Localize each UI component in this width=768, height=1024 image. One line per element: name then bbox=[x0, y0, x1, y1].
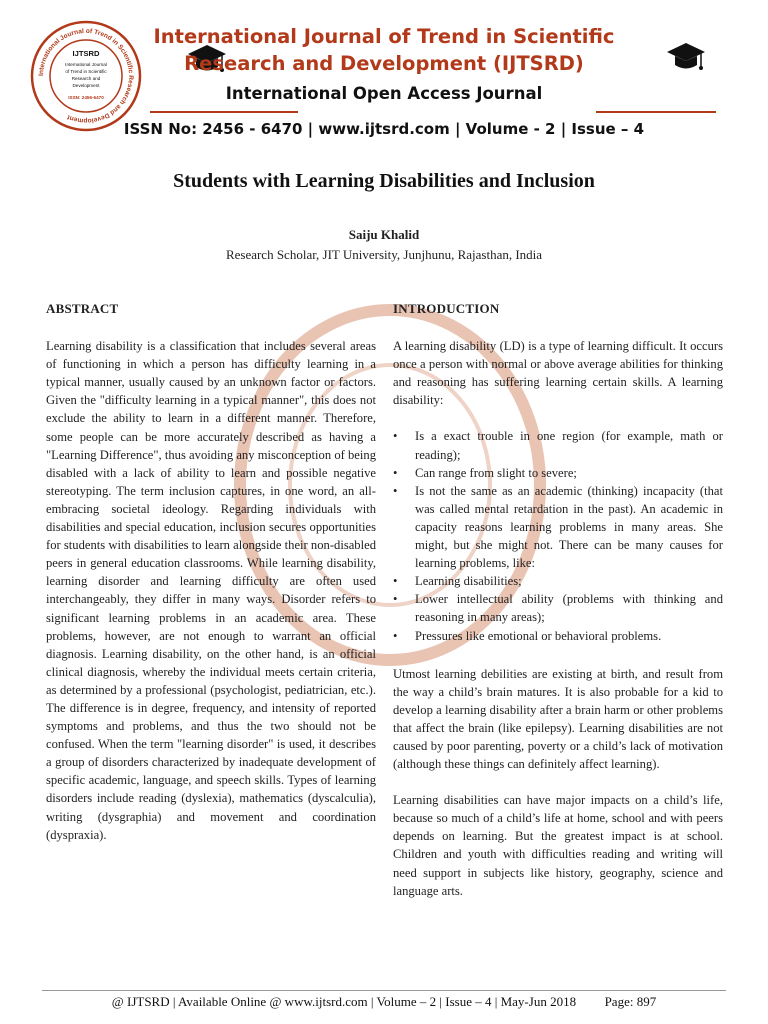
list-item bbox=[393, 572, 723, 590]
bullet-icon: • bbox=[393, 628, 398, 643]
journal-subtitle: International Open Access Journal bbox=[225, 84, 543, 103]
list-item-text: Pressures like emotional or behavioral problems. bbox=[415, 628, 662, 643]
header-rule-left bbox=[150, 111, 298, 113]
author-name: Saiju Khalid bbox=[348, 227, 420, 242]
seal-abbr: IJTSRD bbox=[72, 49, 100, 58]
abstract-heading: ABSTRACT bbox=[46, 301, 119, 316]
seal-inner-line4: Development bbox=[72, 83, 100, 88]
list-item bbox=[393, 627, 723, 645]
list-item-text: Is a exact trouble in one region (for example, math or reading); bbox=[415, 429, 723, 462]
list-item-text: Can range from slight to severe; bbox=[415, 465, 577, 480]
seal-issn: ISSN: 2456-6470 bbox=[68, 95, 104, 100]
seal-inner-line3: Research and bbox=[71, 76, 101, 81]
bullet-icon: • bbox=[393, 465, 398, 480]
bullet-icon: • bbox=[393, 574, 398, 589]
list-item-text: Is not the same as an academic (thinking) incapacity (that was called mental retardation in the past). An academic in capacity reasons learning problems in many areas. She might, but she might not. There can be many causes for learning problems, like: bbox=[415, 483, 723, 571]
bullet-icon: • bbox=[393, 429, 398, 444]
page-footer bbox=[42, 994, 726, 1010]
paper-title: Students with Learning Disabilities and Inclusion bbox=[173, 170, 595, 192]
footer-text: @ IJTSRD | Available Online @ www.ijtsrd.com | Volume – 2 | Issue – 4 | May-Jun 2018 bbox=[111, 994, 577, 1009]
footer-rule bbox=[42, 990, 726, 991]
introduction-paragraph-2: Utmost learning debilities are existing at birth, and result from the way a child’s brain matures. It is also probable for a kid to develop a learning disability after a brain harm or other problems that affect the brain (like epilepsy). Learning disabilities are not caused by poor parenting, poverty or a child’s lack of motivation (although these things can definitely affect learning). bbox=[393, 666, 723, 772]
seal-inner-line2: of Trend in Scientific bbox=[65, 69, 107, 74]
list-item bbox=[393, 464, 723, 482]
introduction-heading: INTRODUCTION bbox=[393, 301, 500, 316]
list-item-text: Learning disabilities; bbox=[415, 574, 522, 589]
header-rule-right bbox=[596, 111, 716, 113]
abstract-text: Learning disability is a classification that includes several areas of functioning in which a person has difficulty learning in a typical manner, usually caused by an unknown factor or factors. Given the "difficulty learning in a typical manner", this does not exclude the ability to learn in a different manner. Therefore, some people can be more accurately described as having a "Learning Difference", thus avoiding any misconception of being disabled with a lack of ability to learn and possible negative stereotyping. The term inclusion captures, in one word, an all-embracing societal ideology. Regarding individuals with disabilities and special education, inclusion secures opportunities for students with disabilities to learn alongside their non-disabled peers in general education classrooms. While learning disability, learning disorder and learning difficulty are often used interchangeably, they differ in many ways. Disorder refers to significant learning problems in an academic area. These problems, however, are not enough to warrant an official diagnosis. Learning disability, on the other hand, is an official clinical diagnosis, whereby the individual meets certain criteria, as determined by a professional (psychologist, pediatrician, etc.). The difference is in degree, frequency, and intensity of reported symptoms and problems, and thus the two should not be confused. When the term "learning disorder" is used, it describes a group of disorders characterized by inadequate development of specific academic, language, and speech skills. Types of learning disorders include reading (dyslexia), mathematics (dyscalculia), writing (dysgraphia) and movement and coordination (dyspraxia). bbox=[46, 339, 376, 842]
bullet-icon: • bbox=[393, 483, 398, 498]
introduction-bullet-list bbox=[393, 427, 723, 644]
journal-title-line1: International Journal of Trend in Scientific bbox=[153, 25, 615, 48]
seal-inner-line1: International Journal bbox=[65, 62, 107, 67]
seal-ring-text: International Journal of Trend in Scientific Research and Development bbox=[37, 27, 135, 125]
journal-header bbox=[0, 0, 768, 150]
list-item bbox=[393, 482, 723, 572]
journal-title-line2: Research and Development (IJTSRD) bbox=[184, 52, 584, 75]
abstract-column bbox=[46, 300, 376, 862]
introduction-intro: A learning disability (LD) is a type of learning difficult. It occurs once a person with normal or above average abilities for thinking and reasoning has suffering learning certain skills. A learning disability: bbox=[393, 339, 723, 408]
introduction-paragraph-3: Learning disabilities can have major impacts on a child’s life, because so much of a child’s life at home, school and with peers depends on learning. But the greatest impact is at school. Children and youth with difficulties reading and writing will need support in subjects like history, geography, science and language arts. bbox=[393, 793, 723, 898]
bullet-icon: • bbox=[393, 592, 398, 607]
list-item bbox=[393, 427, 723, 463]
page-number: Page: 897 bbox=[604, 994, 657, 1009]
author-affiliation: Research Scholar, JIT University, Junjhunu, Rajasthan, India bbox=[225, 247, 543, 262]
list-item bbox=[393, 590, 723, 626]
introduction-column bbox=[393, 300, 723, 918]
journal-issn-line: ISSN No: 2456 - 6470 | www.ijtsrd.com | Volume - 2 | Issue – 4 bbox=[123, 120, 645, 138]
list-item-text: Lower intellectual ability (problems with thinking and reasoning in many areas); bbox=[415, 592, 723, 625]
